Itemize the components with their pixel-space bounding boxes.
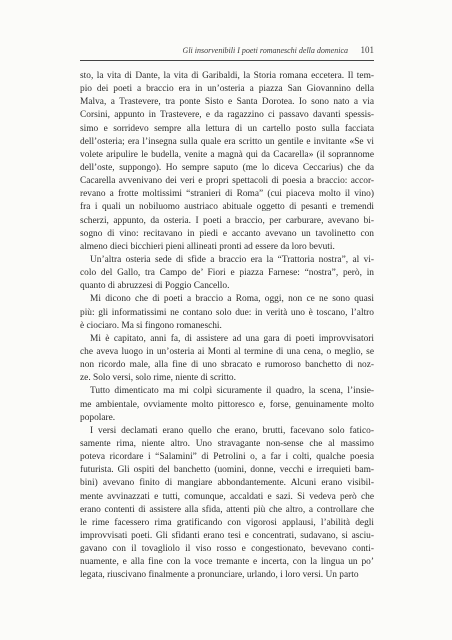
text-line: sogno di vino: recitavano in piedi e accanto avevano un tavolinetto con [80,228,374,239]
paragraph [80,70,374,254]
text-line: simo e sorridevo sempre alla lettura di un cartello posto sulla facciata [80,123,374,134]
text-line: ze. Solo versi, solo rime, niente di scritto. [80,373,236,384]
paragraph [80,293,374,332]
paragraph [80,254,374,293]
text-line: quanto di abruzzesi di Poggio Cancello. [80,281,230,292]
text-line: improvvisati poeti. Gli sfidanti erano tesi e concentrati, sudavano, si asciu- [80,530,374,541]
text-line: revano a frotte moltissimi “stranieri di Roma” (cui piaceva molto il vino) [80,189,374,200]
text-line: I versi declamati erano quello che erano, brutti, facevano solo fatico- [90,425,374,436]
text-line: almeno dieci bicchieri pieni allineati pronti ad essere da loro bevuti. [80,241,335,252]
text-line: volete aripulire le budella, venite a magnà qui da Cacarella» (il soprannome [80,149,374,160]
text-line: scherzi, appunto, da osteria. I poeti a braccio, per carburare, avevano bi- [80,215,374,226]
paragraph [80,385,374,424]
text-line: mente avvinazzati e tutti, comunque, accaldati e sazi. Si vedeva però che [80,491,374,502]
paragraph [80,333,374,386]
text-line: le rime facessero rima gratificando con vigorosi applausi, l’abilità degli [80,517,374,528]
text-line: gavano con il tovagliolo il viso rosso e congestionato, bevevano conti- [80,544,374,555]
running-title: Gli insorvenibili I poeti romaneschi della domenica [182,46,348,55]
text-line: me ambientale, ovviamente molto pittoresco e, forse, genuinamente molto [80,399,374,410]
text-line: bini) avevano finito di mangiare abbondantemente. Alcuni erano visibil- [80,478,374,489]
text-line: Mi è capitato, anni fa, di assistere ad una gara di poeti improvvisatori [90,333,374,344]
text-line: popolare. [80,412,116,423]
text-line: samente rima, niente altro. Uno stravagante non-sense che al massimo [80,438,374,449]
text-line: dell’oste, suppongo). Ho sempre saputo (me lo diceva Ceccarius) che da [80,162,374,173]
running-head [80,44,374,58]
text-line: nuamente, e alla fine con la voce tremante e incerta, con la lingua un po’ [80,557,374,568]
text-line: Malva, a Trastevere, tra ponte Sisto e Santa Dorotea. Io sono nato a via [80,97,374,108]
text-line: Cacarella avvenivano dei veri e propri spettacoli di poesia a braccio: accor- [80,176,374,187]
text-line: colo del Gallo, tra Campo de’ Fiori e piazza Farnese: “nostra”, però, in [80,268,374,279]
text-line: non ricordo male, alla fine di uno sbracato e rumoroso banchetto di noz- [80,360,374,371]
text-line: erano contenti di assistere alla sfida, attenti più che altro, a controllare che [80,504,374,515]
text-line: futurista. Gli ospiti del banchetto (uomini, donne, vecchi e irrequieti bam- [80,465,374,476]
text-line: Un’altra osteria sede di sfide a braccio era la “Trattoria nostra”, al vi- [90,254,374,265]
text-line: che aveva luogo in un’osteria ai Monti al termine di una cena, o meglio, se [80,346,374,357]
text-line: pio dei poeti a braccio era in un’osteria a piazza San Giovannino della [80,84,374,95]
text-line: dell’osteria; era l’insegna sulla quale era scritto un gentile e invitante «Se vi [80,136,374,147]
text-line: Mi dicono che di poeti a braccio a Roma, oggi, non ce ne sono quasi [90,294,374,305]
text-line: poteva ricordare i “Salamini” di Petrolini o, a far i colti, qualche poesia [80,452,374,463]
text-line: sto, la vita di Dante, la vita di Garibaldi, la Storia romana eccetera. Il tem- [80,71,374,81]
text-line: fra i quali un nobiluomo austriaco abituale oggetto di pesanti e tremendi [80,202,374,213]
text-line: è ciociaro. Ma si fingono romaneschi. [80,320,222,331]
page-number: 101 [360,45,374,55]
text-line: più: gli informatissimi ne contano solo due: in verità uno è toscano, l’altro [80,307,374,318]
text-line: Tutto dimenticato ma mi colpì sicuramente il quadro, la scena, l’insie- [90,386,374,397]
header-rule [80,60,374,61]
paragraph [80,425,374,583]
body-text [80,70,374,582]
text-line: legata, riuscivano finalmente a pronunciare, urlando, i loro versi. Un parto [80,570,359,581]
text-line: Corsini, appunto in Trastevere, e da ragazzino ci passavo davanti spessis- [80,110,374,121]
